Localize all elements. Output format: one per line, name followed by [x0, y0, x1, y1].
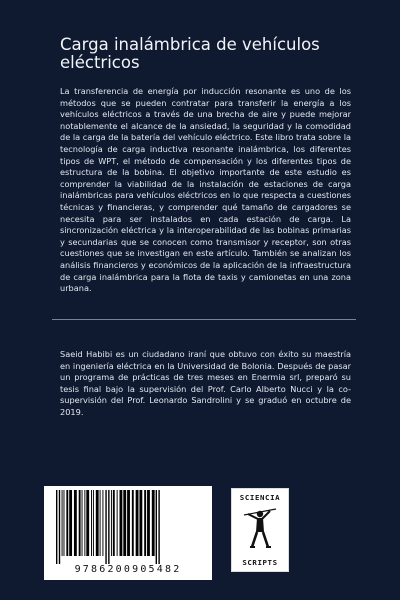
barcode-bar	[156, 490, 157, 564]
book-description: La transferencia de energía por inducción resonante es uno de los métodos que se pueden contratar para transferir la energía a los vehículos eléctricos a través de una brecha de aire y puede mejorar notablemente el alcance de la ansiedad, la seguridad y la comodidad de la carga de la batería del vehículo eléctrico. Este libro trata sobre la tecnología de carga inductiva resonante inalámbrica, los diferentes tipos de WPT, el método de compensación y los diferentes tipos de estructura de la bobina. El objetivo importante de este estudio es comprender la viabilidad de la instalación de estaciones de carga inalámbricas para vehículos eléctricos en lo que respecta a cuestiones técnicas y financieras, y comprender qué tamaño de cargadores se necesita para ser instalados en cada estación de carga. La sincronización eléctrica y la interoperabilidad de las bobinas primarias y secundarias que se conocen como transmisor y receptor, son otras cuestiones que se investigan en este artículo. También se analizan los análisis financieros y económicos de la aplicación de la infraestructura de carga inalámbrica para la flota de taxis y camionetas en una zona urbana.	[60, 86, 351, 294]
barcode-bar	[100, 490, 101, 556]
barcode-bar	[82, 490, 83, 556]
book-title: Carga inalámbrica de vehículos eléctricos	[60, 35, 320, 72]
section-divider	[52, 319, 356, 320]
barcode-bar	[147, 490, 150, 556]
barcode-bar	[127, 490, 130, 556]
barcode-bar	[108, 490, 109, 564]
barcode-bar	[136, 490, 139, 556]
barcode-bar	[152, 490, 155, 556]
barcode-bar	[69, 490, 72, 556]
barcode-bar	[86, 490, 89, 556]
archer-figure-icon	[240, 505, 280, 553]
barcode-bar	[120, 490, 123, 556]
barcode-bar	[102, 490, 103, 556]
barcode-bar	[84, 490, 85, 556]
barcode-bar	[59, 490, 60, 564]
barcode-bar	[111, 490, 112, 556]
publisher-name-bottom: SCRIPTS	[242, 558, 278, 567]
barcode-bar	[62, 490, 63, 556]
author-bio: Saeid Habibi es un ciudadano iraní que obtuvo con éxito su maestría en ingeniería eléctrica en la Universidad de Bolonia. Después de pasar un programa de prácticas de tres meses en Enermia srl, preparó su tesis final bajo la supervisión del Prof. Carlo Alberto Nucci y la co-supervisión del Prof. Leonardo Sandrolini y se graduó en octubre de 2019.	[60, 349, 351, 417]
barcode-bar	[91, 490, 92, 556]
barcode-bar	[74, 490, 77, 556]
barcode-bar	[158, 490, 159, 564]
publisher-logo	[231, 488, 289, 572]
barcode-bar	[105, 490, 106, 564]
barcode-bar	[144, 490, 146, 556]
barcode-bar	[123, 490, 126, 556]
barcode-bar	[96, 490, 99, 556]
barcode-bar	[139, 490, 142, 556]
barcode-bar	[64, 490, 65, 556]
barcode-bar	[93, 490, 94, 556]
isbn-barcode	[44, 486, 212, 580]
barcode-bar	[56, 490, 57, 564]
barcode-bars	[52, 490, 204, 564]
barcode-bar	[117, 490, 118, 556]
barcode-bar	[132, 490, 134, 556]
isbn-number: 9786200905482	[74, 564, 182, 575]
publisher-name-top: SCIENCIA	[239, 493, 281, 502]
barcode-bar	[66, 490, 68, 556]
barcode-bar	[113, 490, 115, 556]
barcode-bar	[79, 490, 81, 556]
